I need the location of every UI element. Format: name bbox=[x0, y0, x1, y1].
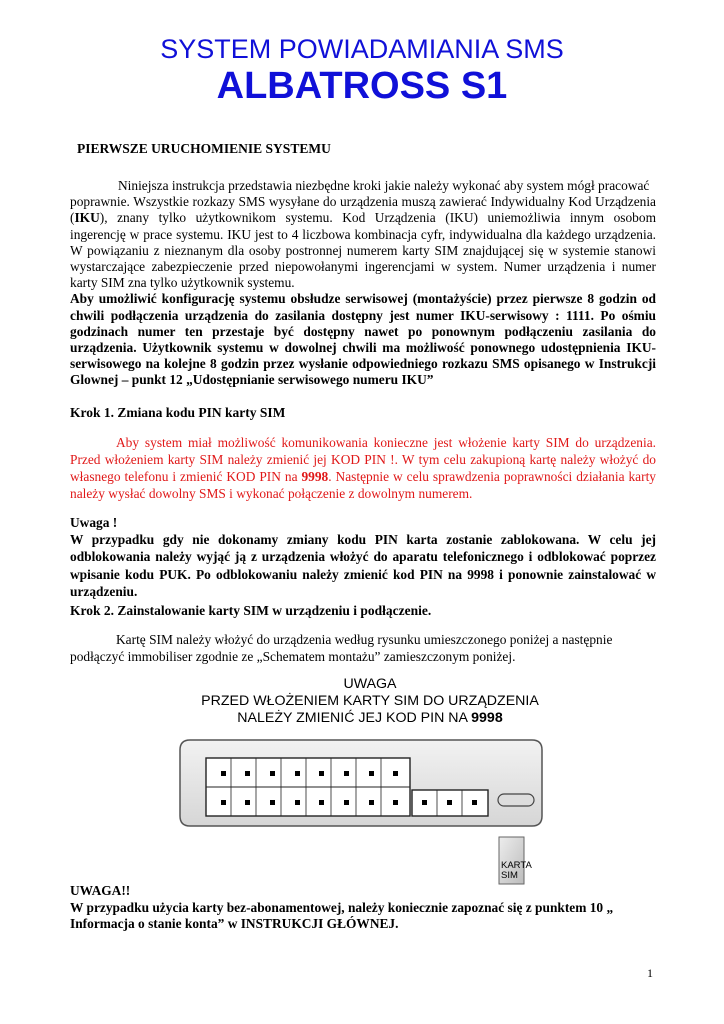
intro-bold-line: godzinach numer ten przestaje być dostępny nawet po ponownym podłączeniu zasilania do bbox=[70, 323, 656, 339]
intro-bold-line: Glownej – punkt 12 „Udostępnianie serwisowego numeru IKU” bbox=[70, 372, 434, 388]
intro-line: (IKU), znany tylko użytkownikom systemu. Kod Urządzenia (IKU) uniemożliwia innym osobom bbox=[70, 210, 656, 226]
warning1-line: wpisanie kodu PUK. Po odblokowaniu należy zmienić kod PIN na 9998 i ponownie zainstalować w bbox=[70, 566, 656, 582]
device-illustration bbox=[176, 734, 548, 886]
step1-line: Aby system miał możliwość komunikowania konieczne jest włożenie karty SIM do urządzenia. bbox=[116, 435, 656, 450]
warning1-line: W przypadku gdy nie dokonamy zmiany kodu PIN karta zostanie zablokowana. W celu jej bbox=[70, 532, 656, 548]
pin bbox=[422, 800, 427, 805]
intro-line: karty SIM zna tylko użytkownik systemu. bbox=[70, 275, 295, 291]
pin bbox=[319, 771, 324, 776]
sim-card-label bbox=[501, 861, 532, 881]
page-number: 1 bbox=[647, 966, 653, 980]
intro-line: Niniejsza instrukcja przedstawia niezbędne kroki jakie należy wykonać aby system mógł pracować bbox=[118, 178, 650, 193]
document-subtitle: SYSTEM POWIADAMIANIA SMS bbox=[160, 34, 564, 64]
intro-bold-line: urządzenia. Użytkownik systemu w dowolnej chwili ma możliwość ponownego udostępnienia IKU- bbox=[70, 340, 656, 356]
step2-line: podłączyć immobiliser zgodnie ze „Schematem montażu” zamieszczonym poniżej. bbox=[70, 649, 516, 664]
sim-card-label-line: KARTA bbox=[501, 860, 532, 871]
figure-caption-line: UWAGA bbox=[343, 676, 397, 692]
step1-line: własnego telefonu i zmienić KOD PIN na 9998. Następnie w celu sprawdzenia poprawności działania karty bbox=[70, 469, 656, 484]
sim-card-label-line: SIM bbox=[501, 870, 518, 881]
figure-caption-line: NALEŻY ZMIENIĆ JEJ KOD PIN NA 9998 bbox=[237, 710, 503, 726]
intro-line: poprawnie. Wszystkie rozkazy SMS wysyłane do urządzenia muszą zawierać Indywidualny Kod Urządzenia bbox=[70, 194, 656, 210]
intro-bold-line: serwisowego na kolejne 8 godzin przez wysłanie odpowiedniego rozkazu SMS opisanego w Instrukcji bbox=[70, 356, 656, 372]
step2-title: Krok 2. Zainstalowanie karty SIM w urządzeniu i podłączenie. bbox=[70, 603, 432, 618]
iku-bold: IKU bbox=[74, 210, 100, 226]
intro-bold-line: Aby umożliwić konfigurację systemu obsłudze serwisowej (montażyście) przez pierwsze 8 godzin od bbox=[70, 291, 656, 307]
intro-paragraph bbox=[70, 178, 656, 389]
step1-line: Przed włożeniem karty SIM należy zmienić jej KOD PIN !. W tym celu zakupioną kartę należy włożyć do bbox=[70, 452, 656, 467]
pin bbox=[447, 800, 452, 805]
sim-slot bbox=[498, 794, 534, 806]
document-title: ALBATROSS S1 bbox=[216, 65, 508, 107]
intro-bold-line: chwili podłączenia urządzenia do zasilania dostępny jest numer IKU-serwisowy : 1111. Po ośmiu bbox=[70, 307, 656, 323]
pin bbox=[295, 771, 300, 776]
step2-paragraph bbox=[70, 631, 656, 665]
pin bbox=[221, 771, 226, 776]
pin bbox=[270, 771, 275, 776]
intro-line: wystarczające zabezpieczenie przed niepowołanymi ingerencjami w system. Numer urządzenia i numer bbox=[70, 259, 656, 275]
pin bbox=[221, 800, 226, 805]
pin bbox=[393, 771, 398, 776]
figure-pin: 9998 bbox=[471, 710, 503, 726]
pin bbox=[245, 800, 250, 805]
pin bbox=[369, 771, 374, 776]
warning1-block bbox=[70, 514, 656, 600]
pin bbox=[369, 800, 374, 805]
warning2-title: UWAGA!! bbox=[70, 883, 131, 898]
pin bbox=[295, 800, 300, 805]
step1-title: Krok 1. Zmiana kodu PIN karty SIM bbox=[70, 405, 286, 420]
pin bbox=[393, 800, 398, 805]
step1-line: należy wysłać dowolny SMS i wykonać połączenie z dowolnym numerem. bbox=[70, 486, 473, 501]
figure-caption-line: PRZED WŁOŻENIEM KARTY SIM DO URZĄDZENIA bbox=[201, 693, 539, 709]
warning2-line: W przypadku użycia karty bez-abonamentowej, należy koniecznie zapoznać się z punktem 10 „ bbox=[70, 899, 614, 915]
step2-line: Kartę SIM należy włożyć do urządzenia według rysunku umieszczonego poniżej a następnie bbox=[116, 632, 613, 647]
pin bbox=[270, 800, 275, 805]
pin bbox=[472, 800, 477, 805]
pin bbox=[344, 771, 349, 776]
warning2-block bbox=[70, 883, 656, 933]
intro-line: W powiązaniu z nieznanym dla osoby postronnej numerem karty SIM znajdującej się w systemie stanowi bbox=[70, 242, 656, 258]
section-title: PIERWSZE URUCHOMIENIE SYSTEMU bbox=[77, 141, 331, 156]
step1-paragraph bbox=[70, 434, 656, 502]
pin bbox=[344, 800, 349, 805]
warning1-line: urządzeniu. bbox=[70, 583, 138, 599]
warning1-line: odblokowania należy wyjąć ją z urządzenia włożyć do aparatu telefonicznego i odblokować poprzez bbox=[70, 549, 656, 565]
warning1-title: Uwaga ! bbox=[70, 515, 118, 530]
pin bbox=[319, 800, 324, 805]
pin-code: 9998 bbox=[301, 469, 329, 484]
intro-line: ingerencję w prace systemu. IKU jest to 4 liczbowa kombinacja cyfr, indywidualna dla każdego urządzenia. bbox=[70, 226, 656, 242]
pin bbox=[245, 771, 250, 776]
figure-caption bbox=[150, 676, 590, 727]
warning2-line: Informacja o stanie konta” w INSTRUKCJI GŁÓWNEJ. bbox=[70, 916, 399, 931]
